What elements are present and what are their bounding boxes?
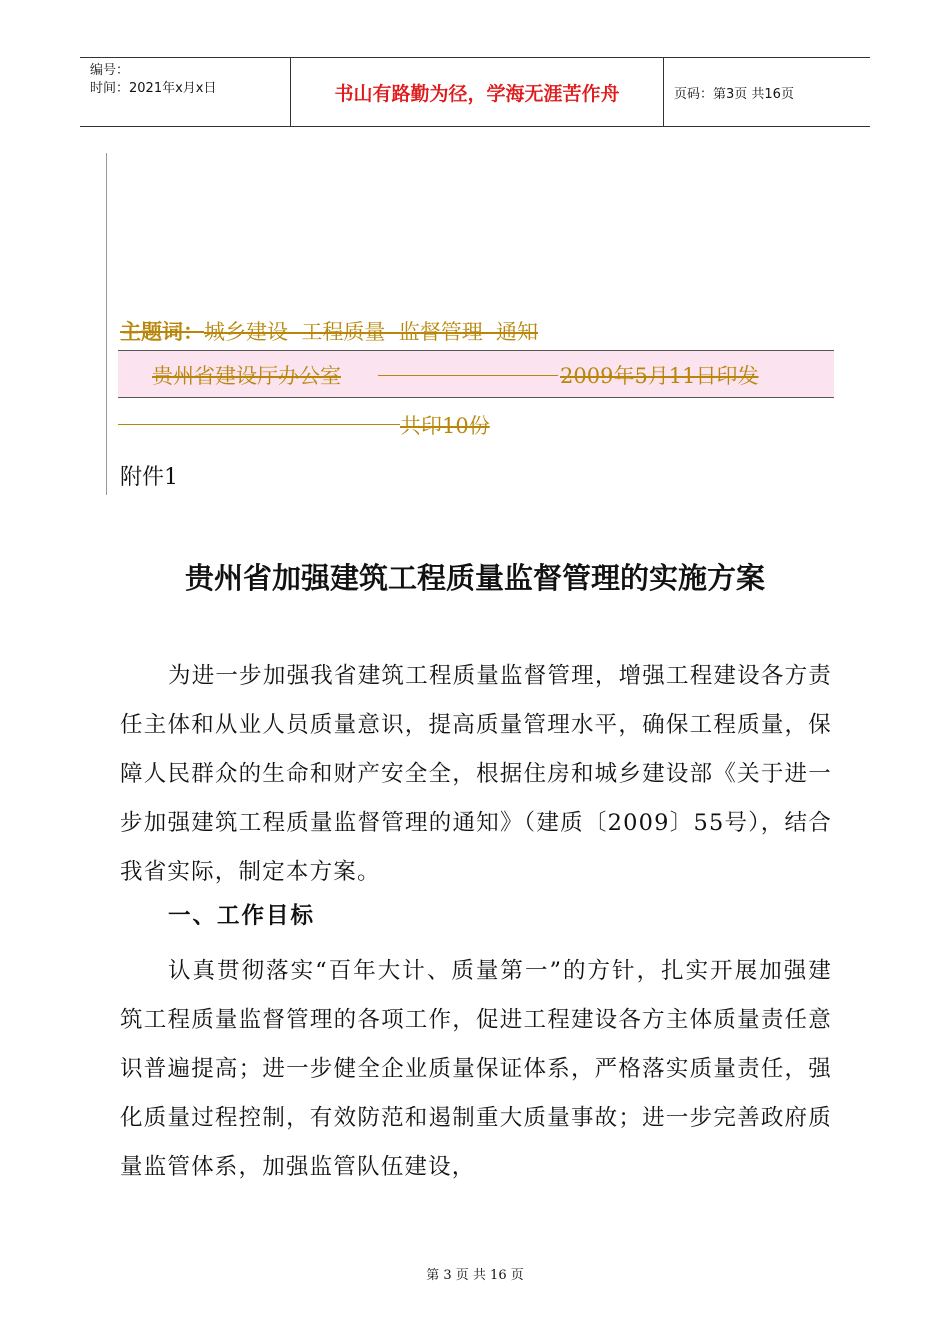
page-footer: 第 3 页 共 16 页 (426, 1268, 524, 1283)
margin-line (106, 153, 107, 495)
header-motto: 书山有路勤为径，学海无涯苦作舟 (291, 58, 664, 126)
intro-text: 为进一步加强我省建筑工程质量监督管理，增强工程建设各方责任主体和从业人员质量意识，提高质量管理水平，确保工程质量，保障人民群众的生命和财产安全全，根据住房和城乡建设部《关于进一步加强建筑工程质量监督管理的通知》（建质〔2009〕55号），结合我省实际，制定本方案。 (120, 663, 832, 885)
keywords-label: 主题词： (120, 319, 204, 344)
header-page-info: 页码：第3页 共16页 (674, 86, 794, 102)
copies-text: 共印10份 (400, 414, 490, 438)
keywords-text: 城乡建设 工程质量 监督管理 通知 (204, 320, 539, 344)
issue-date: 2009年5月11日印发 (560, 364, 759, 388)
header-meta (80, 58, 291, 126)
intro-paragraph (120, 652, 832, 897)
copies-rule (118, 424, 400, 425)
number-label: 编号： (90, 63, 130, 78)
section-text: 认真贯彻落实“百年大计、质量第一”的方针，扎实开展加强建筑工程质量监督管理的各项工作，促进工程建设各方主体质量责任意识普遍提高；进一步健全企业质量保证体系，严格落实质量责任，强化质量过程控制，有效防范和遏制重大质量事故；进一步完善政府质量监管体系，加强监管队伍建设， (120, 958, 832, 1180)
document-header (80, 57, 870, 127)
section-heading: 一、工作目标 (168, 903, 316, 929)
document-title: 贵州省加强建筑工程质量监督管理的实施方案 (184, 561, 765, 595)
annex-label: 附件1 (120, 465, 178, 490)
keywords-line (120, 316, 538, 346)
issuer-text: 贵州省建设厅办公室 (152, 364, 341, 388)
time-label: 时间：2021年x月x日 (90, 81, 217, 96)
strike-rule (378, 375, 558, 376)
section-paragraph (120, 947, 832, 1192)
